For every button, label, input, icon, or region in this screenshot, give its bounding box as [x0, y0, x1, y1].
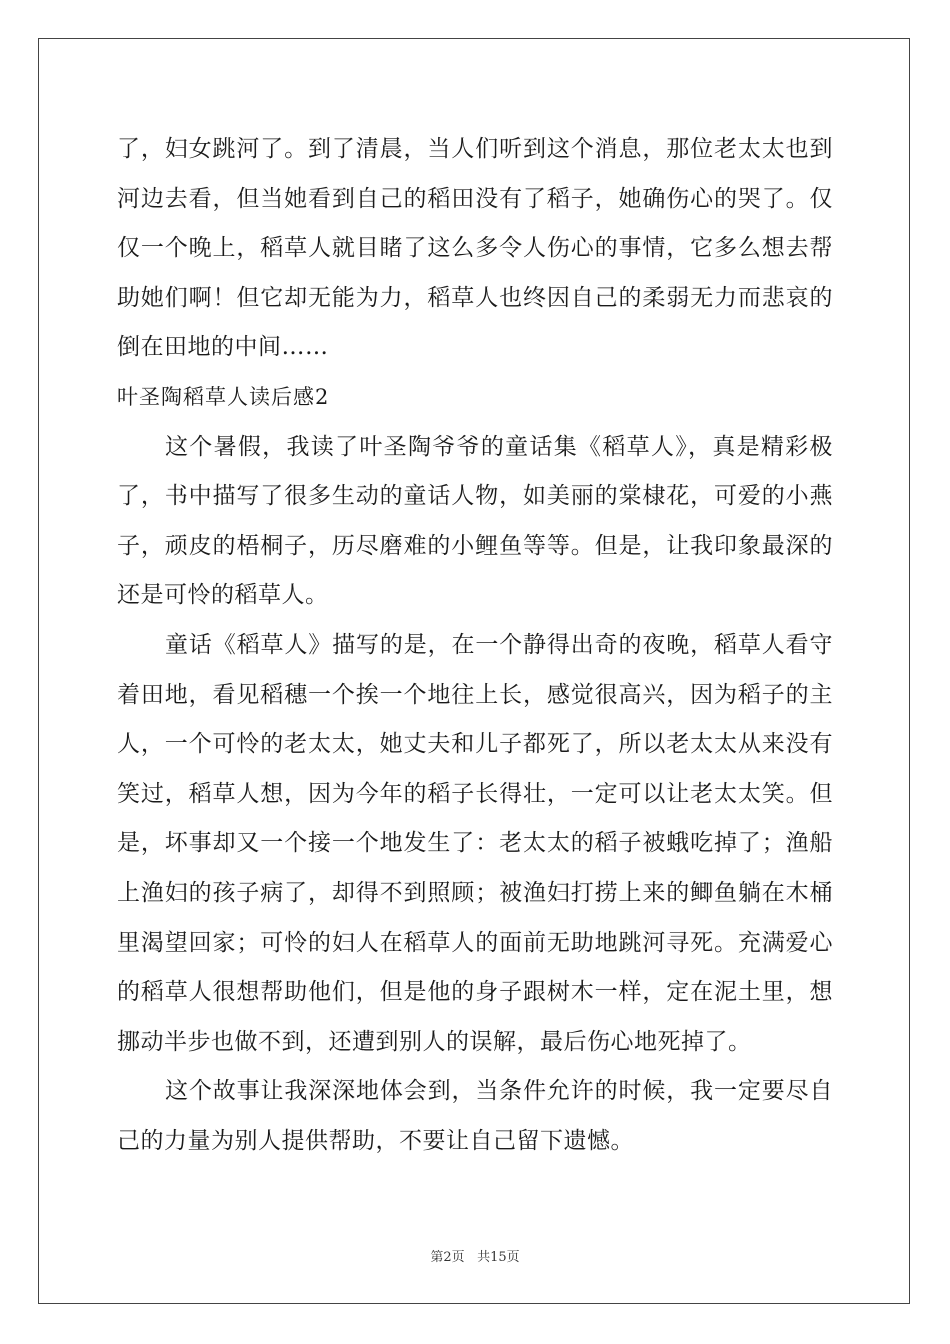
text-line: 了，书中描写了很多生动的童话人物，如美丽的棠棣花，可爱的小燕	[117, 483, 833, 510]
page-total: 共15页	[477, 1250, 520, 1265]
text-line: 笑过，稻草人想，因为今年的稻子长得壮，一定可以让老太太笑。但	[117, 780, 833, 807]
text-line: 童话《稻草人》描写的是，在一个静得出奇的夜晚，稻草人看守	[165, 631, 833, 658]
text-line: 倒在田地的中间……	[117, 334, 329, 361]
page-number: 第2页	[430, 1250, 465, 1265]
paragraph-continued	[117, 125, 833, 373]
paragraph-intro	[117, 423, 833, 621]
text-line: 这个暑假，我读了叶圣陶爷爷的童话集《稻草人》，真是精彩极	[165, 433, 833, 460]
text-line: 还是可怜的稻草人。	[117, 582, 329, 609]
text-line: 这个故事让我深深地体会到，当条件允许的时候，我一定要尽自	[165, 1078, 833, 1105]
page-footer	[0, 1246, 950, 1265]
text-line: 助她们啊！但它却无能为力，稻草人也终因自己的柔弱无力而悲哀的	[117, 284, 833, 311]
text-line: 上渔妇的孩子病了，却得不到照顾；被渔妇打捞上来的鲫鱼躺在木桶	[117, 879, 833, 906]
text-line: 子，顽皮的梧桐子，历尽磨难的小鲤鱼等等。但是，让我印象最深的	[117, 532, 833, 559]
paragraph-story	[117, 621, 833, 1067]
text-line: 己的力量为别人提供帮助，不要让自己留下遗憾。	[117, 1127, 634, 1154]
text-line: 人，一个可怜的老太太，她丈夫和儿子都死了，所以老太太从来没有	[117, 731, 833, 758]
text-line: 了，妇女跳河了。到了清晨，当人们听到这个消息，那位老太太也到	[117, 136, 833, 162]
text-line: 仅一个晚上，稻草人就目睹了这么多令人伤心的事情，它多么想去帮	[117, 235, 833, 262]
text-line: 的稻草人很想帮助他们，但是他的身子跟树木一样，定在泥土里，想	[117, 979, 833, 1006]
text-line: 挪动半步也做不到，还遭到别人的误解，最后伤心地死掉了。	[117, 1028, 752, 1055]
text-line: 河边去看，但当她看到自己的稻田没有了稻子，她确伤心的哭了。仅	[117, 185, 833, 212]
document-body	[117, 125, 833, 1166]
text-line: 着田地，看见稻穗一个挨一个地往上长，感觉很高兴，因为稻子的主	[117, 681, 833, 708]
paragraph-conclusion	[117, 1067, 833, 1166]
text-line: 是，坏事却又一个接一个地发生了：老太太的稻子被蛾吃掉了；渔船	[117, 830, 833, 857]
section-heading: 叶圣陶稻草人读后感2	[117, 384, 330, 409]
text-line: 里渴望回家；可怜的妇人在稻草人的面前无助地跳河寻死。充满爱心	[117, 929, 833, 956]
